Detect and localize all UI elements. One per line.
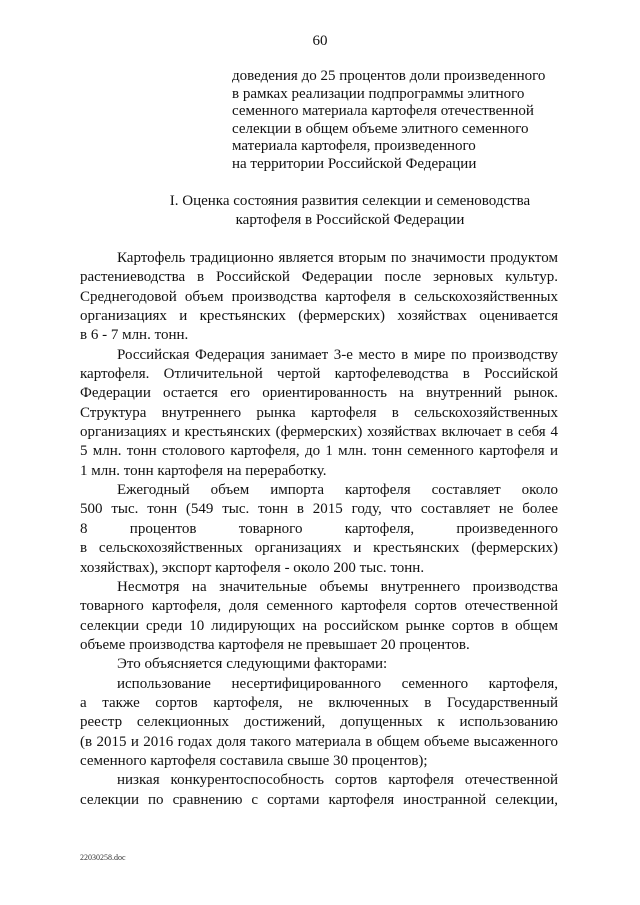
paragraph-line: организациях и крестьянских (фермерских) хозяйствах включает в себя 4 (80, 424, 558, 441)
paragraph-line: селекции среди 10 лидирующих на российском рынке сортов в общем (80, 617, 558, 634)
paragraph-line: организациях и крестьянских (фермерских) хозяйствах оценивается (80, 308, 558, 325)
paragraph-line: Федерации остается его ориентированность на внутренний рынок. (80, 385, 558, 402)
paragraph-line: картофеля. Отличительной чертой картофелеводства в Российской (80, 366, 558, 383)
title-line: в рамках реализации подпрограммы элитного (232, 85, 525, 102)
paragraph-line: а также сортов картофеля, не включенных в Государственный (80, 694, 558, 711)
heading-line: картофеля в Российской Федерации (235, 212, 465, 228)
paragraph-line: Это объясняется следующими факторами: (117, 656, 388, 673)
paragraph-line: (в 2015 и 2016 годах доля такого материала в общем объеме высаженного (80, 733, 558, 750)
paragraph-line: Структура внутреннего рынка картофеля в сельскохозяйственных (80, 404, 558, 421)
title-line: селекции в общем объеме элитного семенного (232, 120, 529, 137)
paragraph-line: в сельскохозяйственных организациях и крестьянских (фермерских) (80, 540, 558, 557)
paragraph-line: Несмотря на значительные объемы внутреннего производства (117, 578, 558, 595)
paragraph-line: селекции по сравнению с сортами картофеля иностранной селекции, (80, 791, 558, 808)
paragraph-line: использование несертифицированного семенного картофеля, (117, 675, 558, 692)
paragraph-line: реестр селекционных достижений, допущенных к использованию (80, 714, 558, 731)
file-name-footer: 22030258.doc (80, 853, 126, 862)
heading-line: I. Оценка состояния развития селекции и семеноводства (169, 193, 531, 209)
document-title-block (232, 68, 562, 174)
title-line: семенного материала картофеля отечественной (232, 103, 534, 120)
paragraph-line: Российская Федерация занимает 3-е место в мире по производству (117, 346, 558, 363)
paragraph-line: 5 млн. тонн столового картофеля, до 1 млн. тонн семенного картофеля и (80, 443, 558, 460)
body-text (80, 249, 558, 810)
paragraph-line: объеме производства картофеля не превышает 20 процентов. (80, 636, 470, 653)
paragraph-line: в 6 - 7 млн. тонн. (80, 327, 189, 344)
paragraph-line: Ежегодный объем импорта картофеля составляет около (117, 482, 558, 499)
paragraph-line: 1 млн. тонн картофеля на переработку. (80, 462, 327, 479)
paragraph-line: Картофель традиционно является вторым по значимости продуктом (117, 250, 558, 266)
title-line: на территории Российской Федерации (232, 155, 477, 172)
page-number: 60 (312, 33, 328, 49)
paragraph-line: 500 тыс. тонн (549 тыс. тонн в 2015 году, что составляет не более (80, 501, 558, 518)
paragraph-line: хозяйствах), экспорт картофеля - около 200 тыс. тонн. (80, 559, 425, 576)
title-line: материала картофеля, произведенного (232, 138, 476, 155)
section-heading (60, 192, 640, 230)
paragraph-line: семенного картофеля составила свыше 30 процентов); (80, 752, 428, 769)
paragraph-line: растениеводства в Российской Федерации после зерновых культур. (80, 269, 558, 286)
paragraph-line: Среднегодовой объем производства картофеля в сельскохозяйственных (80, 288, 558, 305)
paragraph-line: товарного картофеля, доля семенного картофеля сортов отечественной (80, 598, 558, 615)
title-line: доведения до 25 процентов доли произведенного (232, 68, 546, 84)
paragraph-line: 8 процентов товарного картофеля, произведенного (80, 520, 558, 537)
paragraph-line: низкая конкурентоспособность сортов картофеля отечественной (117, 772, 558, 789)
